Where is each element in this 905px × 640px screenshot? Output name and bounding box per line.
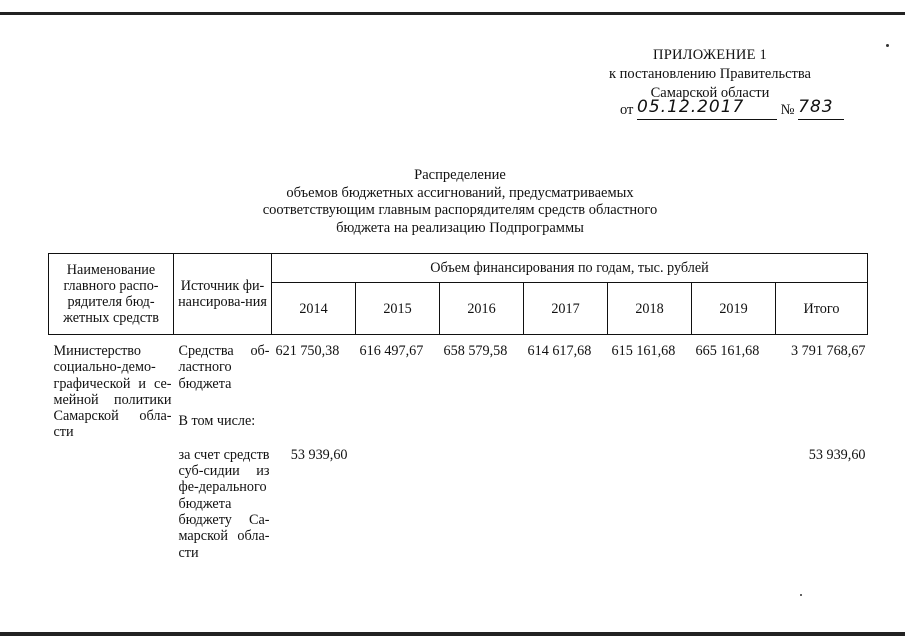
header-year: 2016 (440, 283, 524, 335)
header-year: 2017 (524, 283, 608, 335)
header-ministry: Наименование главного распо-рядителя бюд-жетных средств (49, 254, 174, 335)
value-cell (440, 441, 524, 561)
document-title (180, 167, 740, 237)
appendix-line3: Самарской области (650, 85, 770, 101)
title-line4: бюджета на реализацию Подпрограммы (336, 219, 584, 236)
header-year: 2015 (356, 283, 440, 335)
header-year: 2014 (272, 283, 356, 335)
value-cell: 658 579,58 (443, 343, 508, 359)
source-cell: Средства об-ластного бюджета (178, 343, 270, 392)
table-row (49, 335, 868, 414)
table-row (49, 441, 868, 561)
handwritten-date: 05.12.2017 (637, 97, 745, 117)
value-cell (524, 441, 608, 561)
value-cell (356, 441, 440, 561)
header-year: 2019 (692, 283, 776, 335)
number-field (798, 99, 844, 120)
header-source: Источник фи-нансирова-ния (174, 254, 272, 335)
date-prefix: от (620, 102, 634, 118)
value-cell: 614 617,68 (527, 343, 592, 359)
scan-speck (800, 594, 802, 596)
value-cell (692, 441, 776, 561)
funding-table (48, 253, 868, 561)
total-cell: 3 791 768,67 (791, 343, 866, 359)
value-cell: 665 161,68 (695, 343, 760, 359)
total-cell: 53 939,60 (808, 446, 866, 463)
ministry-name: Министерство социально-демо-графической и се-мейной политики Самарской обла-сти (53, 343, 172, 441)
top-border-line (0, 12, 905, 15)
source-cell: за счет средств суб-сидии из фе-дерального бюджета бюджету Са-марской обла-сти (178, 446, 270, 561)
value-cell: 621 750,38 (275, 343, 340, 359)
title-line2: объемов бюджетных ассигнований, предусматриваемых (286, 184, 634, 201)
value-cell (608, 441, 692, 561)
value-cell: 53 939,60 (290, 446, 348, 463)
header-funding-group: Объем финансирования по годам, тыс. рублей (272, 254, 868, 283)
title-line3: соответствующим главным распорядителям средств областного (262, 202, 658, 218)
appendix-block (560, 46, 860, 103)
appendix-line2: к постановлению Правительства (609, 66, 811, 82)
handwritten-number: 783 (798, 97, 834, 117)
signature-line (620, 99, 844, 120)
title-line1: Распределение (414, 167, 506, 183)
date-field (637, 99, 777, 120)
appendix-title: ПРИЛОЖЕНИЕ 1 (653, 47, 767, 63)
header-year: 2018 (608, 283, 692, 335)
bottom-border-line (0, 632, 905, 636)
header-total: Итого (776, 283, 868, 335)
value-cell: 615 161,68 (611, 343, 676, 359)
value-cell: 616 497,67 (359, 343, 424, 359)
number-prefix: № (780, 102, 795, 118)
scan-speck (886, 44, 889, 47)
source-cell: В том числе: (178, 413, 256, 430)
